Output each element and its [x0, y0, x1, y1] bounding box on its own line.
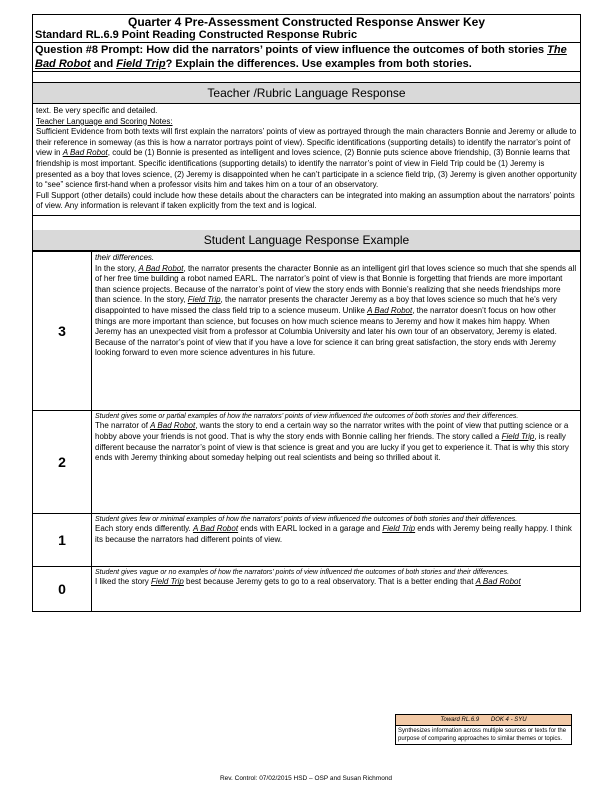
example-response: The narrator of A Bad Robot, wants the story to end a certain way so the narrator writes with the point of view that putting science or a hobby above your friends is not good. That is why the story ends with Bonnie calling her friends. The story called a Field Trip, is really different because the narrator’s point of view is that science is great and you are lucky if you get to experience it. That is why this story ends with Jeremy thinking about someday helping out real scientists and being so thrilled about it.: [95, 421, 569, 463]
response-cell: [92, 513, 581, 566]
table-row: [33, 251, 581, 410]
standard-reference-box: [395, 714, 572, 745]
standard-line: Standard RL.6.9 Point Reading Constructed Response Rubric: [35, 29, 358, 41]
standard-box-header: [396, 715, 571, 726]
rubric-description: their differences.: [95, 252, 155, 262]
teacher-section-heading: Teacher /Rubric Language Response: [32, 83, 581, 104]
footer-revision: Rev. Control: 07/02/2015 HSD – OSP and Susan Richmond: [219, 775, 393, 782]
rubric-description: Student gives vague or no examples of how the narrators’ points of view influenced the outcomes of both stories and their differences.: [95, 568, 510, 576]
question-prompt: Question #8 Prompt: How did the narrators’ points of view influence the outcomes of both stories The Bad Robot and Field Trip? Explain the differences. Use examples from both stories.: [33, 42, 580, 71]
score-cell: 3: [33, 251, 92, 410]
rubric-description: Student gives some or partial examples of how the narrators’ points of view influenced the outcomes of both stories and their differences.: [95, 412, 519, 420]
answer-key-page: [32, 14, 581, 612]
story-title-bad-robot: The Bad Robot: [35, 44, 567, 70]
response-cell: [92, 410, 581, 513]
spacer-row: [32, 72, 581, 83]
example-response: I liked the story Field Trip best because Jeremy gets to go to a real observatory. That is a better ending that A Bad Robot: [95, 577, 521, 587]
teacher-lead: text. Be very specific and detailed.: [36, 106, 158, 115]
story-title-field-trip: Field Trip: [116, 58, 166, 70]
response-cell: [92, 251, 581, 410]
table-row: [33, 513, 581, 566]
standard-toward: Toward RL.6.9: [440, 717, 480, 723]
score-cell: 0: [33, 566, 92, 611]
header-box: [32, 14, 581, 72]
student-response-table: [32, 251, 581, 612]
dok-level: DOK 4 - SYU: [490, 717, 527, 723]
response-cell: [92, 566, 581, 611]
spacer-row: [32, 216, 581, 230]
score-cell: 1: [33, 513, 92, 566]
student-section-heading: Student Language Response Example: [32, 230, 581, 251]
standard-description: Synthesizes information across multiple sources or texts for the purpose of comparing approaches to similar themes or topics.: [398, 728, 567, 742]
example-response: In the story, A Bad Robot, the narrator presents the character Bonnie as an intelligent girl that loves science so much that she spends all of her free time building a robot named EARL. The narrator’s point of view is that Bonnie is forgetting that friends are more important than science projects. Because of the narrator’s point of view the story ends with Bonnie’s realizing that she needs friendships more than science. In the story, Field Trip, the narrator presents the character Jeremy as a boy that loves science so much that he’s very disappointed to have missed the class field trip to a science museum. Unlike A Bad Robot, the narrator doesn’t focus on how other things are more important than science, but focuses on how much science means to Jeremy and how it makes him happy. When Jeremy has an unexpected visit from a professor at Columbia University and later his own tour of an observatory, Jeremy is elated. Because of the narrator’s point of view that if you have a love for science it can bring great satisfaction, the story ends with Jeremy looking forward to even more science adventures in his future.: [95, 263, 577, 358]
table-row: [33, 566, 581, 611]
score-cell: 2: [33, 410, 92, 513]
example-response: Each story ends differently. A Bad Robot ends with EARL locked in a garage and Field Trip ends with Jeremy being really happy. I think its because the narrators had different points of view.: [95, 524, 572, 545]
teacher-notes: [32, 104, 581, 216]
page-title: Quarter 4 Pre-Assessment Constructed Response Answer Key: [127, 15, 485, 29]
sufficient-evidence-paragraph: Sufficient Evidence from both texts will first explain the narrators’ points of view as portrayed through the main characters Bonnie and Jeremy or allude to their reference in someway (as this is how a narrator portrays point of view). Specific identifications (supporting details) to identify the narrator’s point of view in A Bad Robot, could be (1) Bonnie is presented as intelligent and loves science, (2) Bonnie puts science above friendship, (3) Bonnie learns that friendship is most important. Specific identifications (supporting details) to identify the narrator’s point of view in Field Trip could be (1) Jeremy is presented as a boy that loves science, (2) Jeremy is disappointed when he can’t participate in a science field trip, (3) Jeremy is given another opportunity to “see” science first-hand when a professor visits him and takes him on a tour of an observatory.: [36, 127, 577, 190]
rubric-description: Student gives few or minimal examples of how the narrators’ points of view influenced the outcomes of both stories and their differences.: [95, 515, 518, 523]
table-row: [33, 410, 581, 513]
full-support-paragraph: Full Support (other details) could include how these details about the characters can be integrated into making an assumption about the narrators’ points of view. Any information is relevant if taken explicitly from the text and is logical.: [36, 190, 575, 211]
scoring-notes-label: Teacher Language and Scoring Notes:: [36, 116, 173, 126]
